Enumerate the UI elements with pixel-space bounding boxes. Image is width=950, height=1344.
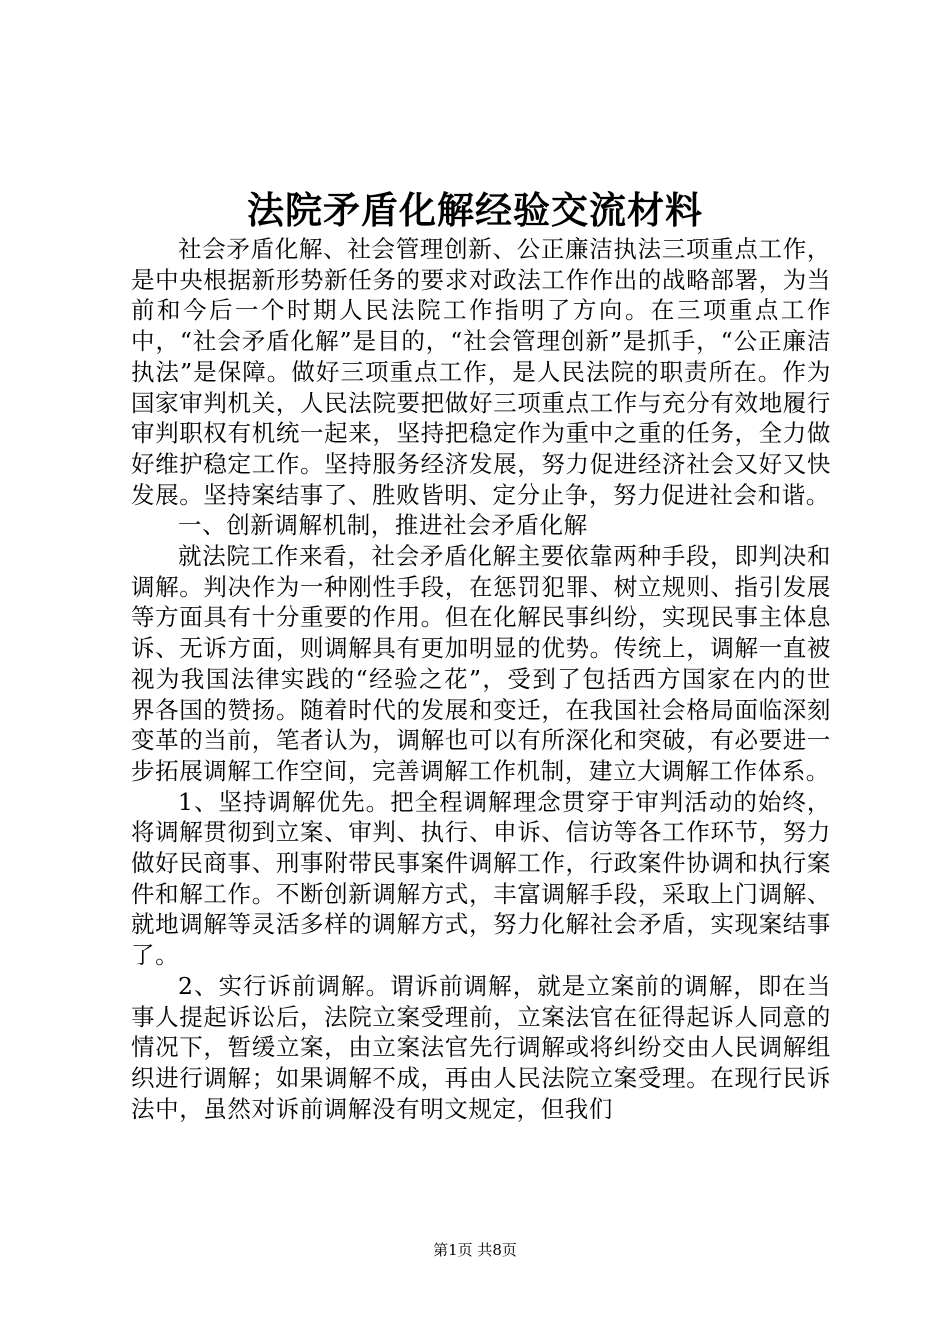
document-body <box>131 234 831 1124</box>
paragraph-mediation-overview: 就法院工作来看，社会矛盾化解主要依靠两种手段，即判决和调解。判决作为一种刚性手段，在惩罚犯罪、树立规则、指引发展等方面具有十分重要的作用。但在化解民事纠纷，实现民事主体息诉、无诉方面，则调解具有更加明显的优势。传统上，调解一直被视为我国法律实践的“经验之花”，受到了包括西方国家在内的世界各国的赞扬。随着时代的发展和变迁，在我国社会格局面临深刻变革的当前，笔者认为，调解也可以有所深化和突破，有必要进一步拓展调解工作空间，完善调解工作机制，建立大调解工作体系。 <box>131 542 831 785</box>
paragraph-intro: 社会矛盾化解、社会管理创新、公正廉洁执法三项重点工作，是中央根据新形势新任务的要求对政法工作作出的战略部署，为当前和今后一个时期人民法院工作指明了方向。在三项重点工作中，“社会矛盾化解”是目的，“社会管理创新”是抓手，“公正廉洁执法”是保障。做好三项重点工作，是人民法院的职责所在。作为国家审判机关，人民法院要把做好三项重点工作与充分有效地履行审判职权有机统一起来，坚持把稳定作为重中之重的任务，全力做好维护稳定工作。坚持服务经济发展，努力促进经济社会又好又快发展。坚持案结事了、胜败皆明、定分止争，努力促进社会和谐。 <box>131 235 831 509</box>
page-number: 第1页 共8页 <box>433 1241 517 1259</box>
paragraph-item-2: 2、实行诉前调解。谓诉前调解，就是立案前的调解，即在当事人提起诉讼后，法院立案受理前，立案法官在征得起诉人同意的情况下，暂缓立案，由立案法官先行调解或将纠纷交由人民调解组织进行调解；如果调解不成，再由人民法院立案受理。在现行民诉法中，虽然对诉前调解没有明文规定，但我们 <box>131 971 831 1123</box>
section-heading-1: 一、创新调解机制，推进社会矛盾化解 <box>178 511 588 540</box>
paragraph-item-1: 1、坚持调解优先。把全程调解理念贯穿于审判活动的始终，将调解贯彻到立案、审判、执行、申诉、信访等各工作环节，努力做好民商事、刑事附带民事案件调解工作，行政案件协调和执行案件和解工作。不断创新调解方式，丰富调解手段，采取上门调解、就地调解等灵活多样的调解方式，努力化解社会矛盾，实现案结事了。 <box>131 787 831 970</box>
document-title: 法院矛盾化解经验交流材料 <box>247 188 703 232</box>
